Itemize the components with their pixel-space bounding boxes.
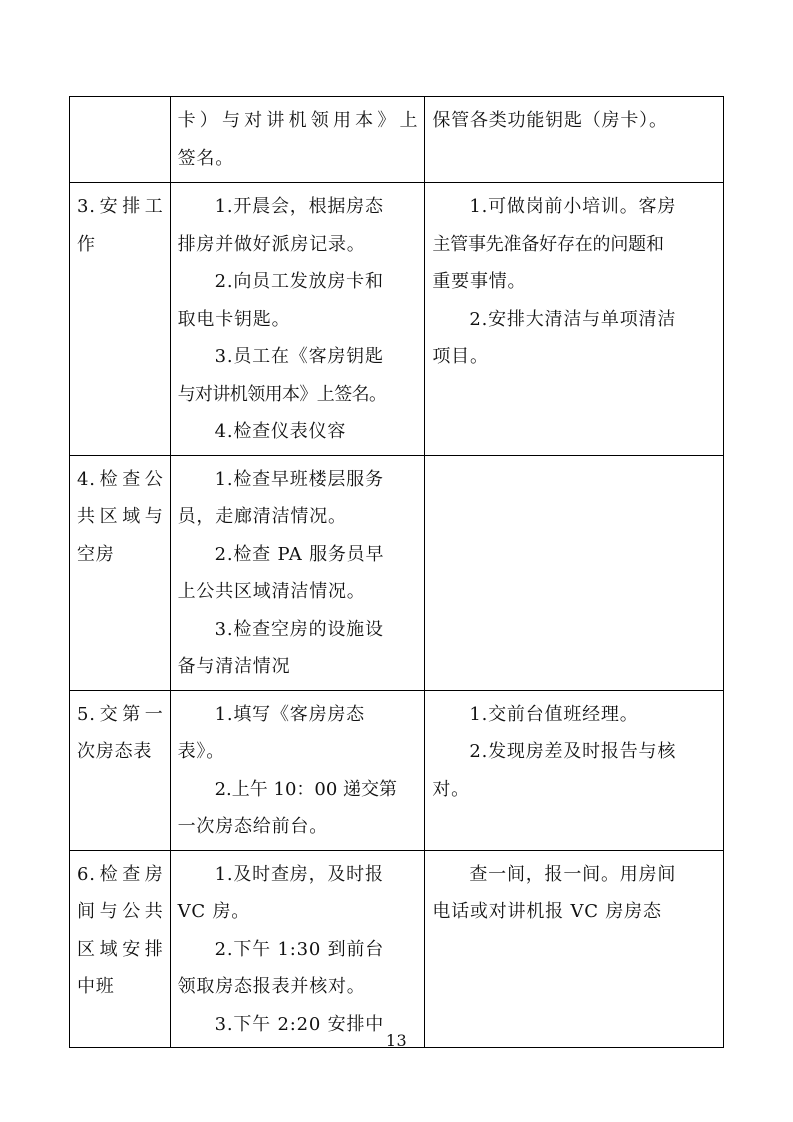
notes-line: 主管事先准备好存在的问题和: [432, 233, 664, 255]
procedure-line: 一次房态给前台。: [177, 816, 329, 837]
table-row: [70, 850, 724, 1048]
procedure-line: 员，走廊清洁情况。: [177, 506, 347, 527]
procedure-line: 2.向员工发放房卡和: [214, 271, 384, 292]
procedure-line: 取电卡钥匙。: [177, 308, 291, 330]
notes-line: 1.交前台值班经理。: [469, 703, 639, 725]
table-row: [70, 183, 724, 456]
notes-line: 1.可做岗前小培训。客房: [469, 196, 677, 217]
procedure-line: 1.开晨会，根据房态: [214, 196, 384, 217]
procedure-line: 4.检查仪表仪容: [214, 421, 347, 442]
notes-cell: [425, 455, 724, 690]
procedure-cell: [170, 455, 425, 690]
table-row: [70, 455, 724, 690]
procedure-line: 卡）与对讲机领用本》上: [177, 110, 419, 131]
procedure-line: 3.下午 2:20 安排中: [214, 1013, 385, 1035]
step-line: 次房态表: [77, 741, 153, 762]
step-cell: [70, 183, 171, 456]
procedure-line: 签名。: [177, 147, 235, 169]
procedure-line: 1.及时查房，及时报: [214, 863, 384, 885]
step-cell: [70, 455, 171, 690]
table-row: [70, 690, 724, 850]
notes-cell: [425, 183, 724, 456]
procedure-line: 2.上午 10：00 递交第: [214, 778, 398, 800]
notes-line: 保管各类功能钥匙（房卡）。: [432, 110, 668, 131]
notes-line: 2.发现房差及时报告与核: [469, 741, 677, 762]
procedure-line: 3.检查空房的设施设: [214, 618, 384, 640]
step-line: 4.检查公: [77, 468, 164, 490]
procedure-line: 1.检查早班楼层服务: [214, 468, 384, 490]
procedure-line: 1.填写《客房房态: [214, 703, 365, 725]
notes-line: 项目。: [432, 346, 489, 367]
step-line: 作: [77, 233, 96, 255]
step-line: 间与公共: [77, 901, 164, 922]
procedure-line: 2.下午 1:30 到前台: [214, 938, 385, 960]
procedure-line: 2.检查 PA 服务员早: [214, 543, 385, 565]
page-number: 13: [385, 1031, 408, 1050]
notes-line: 电话或对讲机报 VC 房房态: [432, 901, 662, 922]
notes-cell: [425, 97, 724, 183]
step-line: 共区域与: [77, 506, 164, 527]
notes-line: 2.安排大清洁与单项清洁: [469, 308, 677, 330]
step-line: 空房: [77, 543, 115, 565]
step-cell: [70, 97, 171, 183]
procedure-cell: [170, 183, 425, 456]
step-cell: [70, 850, 171, 1048]
procedure-cell: [170, 97, 425, 183]
notes-line: 查一间，报一间。用房间: [469, 863, 677, 885]
step-line: 5.交第一: [77, 703, 164, 725]
step-line: 3.安排工: [77, 196, 164, 217]
procedure-line: 领取房态报表并核对。: [177, 976, 366, 997]
procedure-line: 排房并做好派房记录。: [177, 233, 366, 255]
notes-cell: [425, 690, 724, 850]
procedure-cell: [170, 690, 425, 850]
procedure-cell: [170, 850, 425, 1048]
step-cell: [70, 690, 171, 850]
notes-cell: [425, 850, 724, 1048]
procedure-line: 与对讲机领用本》上签名。: [177, 383, 387, 405]
table-row: [70, 97, 724, 183]
step-line: 中班: [77, 976, 115, 997]
notes-line: 对。: [432, 778, 470, 800]
step-line: 区域安排: [77, 938, 164, 960]
procedure-line: 3.员工在《客房钥匙: [214, 346, 384, 367]
procedure-line: VC 房。: [177, 901, 251, 922]
procedure-line: 上公共区域清洁情况。: [177, 581, 366, 602]
procedure-line: 表》。: [177, 741, 226, 762]
procedure-table: [69, 96, 724, 1048]
procedure-line: 备与清洁情况: [177, 656, 291, 677]
notes-line: 重要事情。: [432, 271, 527, 292]
step-line: 6.检查房: [77, 863, 164, 885]
